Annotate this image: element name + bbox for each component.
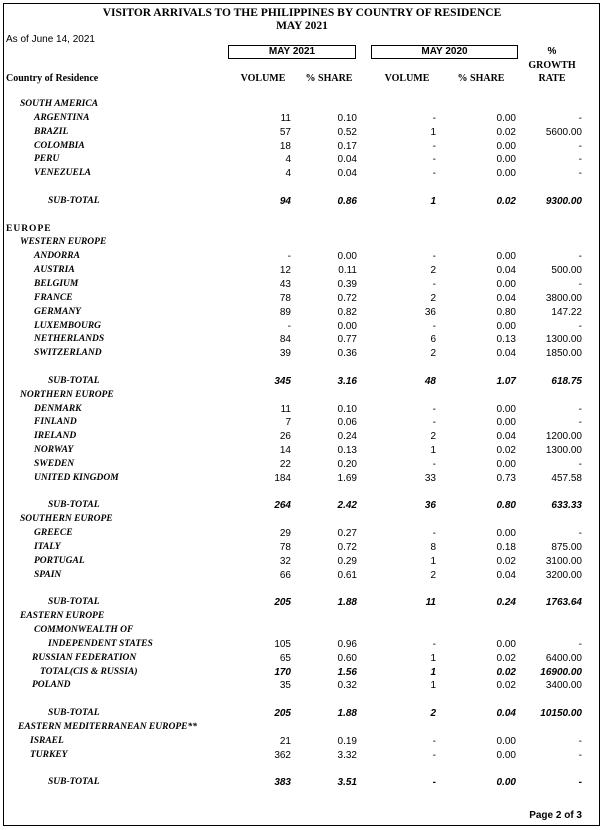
volume-2021-cell: 66 xyxy=(279,569,291,581)
growth-rate-cell: - xyxy=(578,403,582,415)
growth-rate-cell: 5600.00 xyxy=(545,126,582,138)
volume-2020-cell: - xyxy=(432,528,436,540)
period1-header: MAY 2021 xyxy=(228,45,356,59)
growth-rate-cell: 147.22 xyxy=(551,306,582,318)
growth-rate-cell: 3400.00 xyxy=(545,680,582,692)
volume-2020-cell: - xyxy=(432,777,436,789)
volume-2021-cell: 22 xyxy=(279,458,291,470)
row-label: SWITZERLAND xyxy=(34,348,102,359)
share-2021-cell: 1.88 xyxy=(337,708,357,720)
volume-2020-cell: 1 xyxy=(430,666,436,678)
share-2020-cell: 0.00 xyxy=(496,417,516,429)
volume-2020-cell: - xyxy=(432,278,436,290)
share-2020-cell: 0.04 xyxy=(496,265,516,277)
share-2020-header: % SHARE xyxy=(457,73,505,84)
growth-rate-cell: - xyxy=(578,278,582,290)
volume-2021-cell: 105 xyxy=(274,638,291,650)
volume-2021-cell: 18 xyxy=(279,140,291,152)
group-heading-row xyxy=(0,99,604,113)
share-2020-cell: 0.73 xyxy=(496,472,516,484)
spacer-row xyxy=(0,584,604,598)
period2-header: MAY 2020 xyxy=(371,45,518,59)
group-heading-row xyxy=(0,722,604,736)
row-label: LUXEMBOURG xyxy=(34,320,102,331)
volume-2020-cell: - xyxy=(432,749,436,761)
row-label: RUSSIAN FEDERATION xyxy=(32,652,137,663)
growth-rate-cell: 1300.00 xyxy=(545,445,582,457)
row-label: GREECE xyxy=(34,528,73,539)
row-label: UNITED KINGDOM xyxy=(34,472,119,483)
growth-rate-cell: 16900.00 xyxy=(540,666,582,678)
volume-2020-cell: 8 xyxy=(430,542,436,553)
subtotal-row xyxy=(0,777,604,791)
share-2021-cell: 0.77 xyxy=(337,334,357,346)
subtotal-row xyxy=(0,376,604,390)
share-2020-cell: 0.00 xyxy=(496,112,516,124)
growth-rate-cell: 1850.00 xyxy=(545,348,582,360)
share-2020-cell: 0.00 xyxy=(496,458,516,470)
volume-2020-cell: 1 xyxy=(430,195,436,207)
volume-2020-cell: - xyxy=(432,320,436,332)
share-2020-cell: 0.00 xyxy=(496,168,516,180)
row-label: VENEZUELA xyxy=(34,168,92,179)
group-heading-row xyxy=(0,224,604,238)
share-2021-cell: 0.00 xyxy=(337,251,357,263)
volume-2020-cell: 2 xyxy=(430,431,436,443)
growth-rate-cell: 1300.00 xyxy=(545,334,582,346)
share-2021-cell: 0.19 xyxy=(337,735,357,747)
volume-2020-cell: 2 xyxy=(430,265,436,277)
volume-2020-cell: - xyxy=(432,154,436,166)
share-2020-cell: 0.04 xyxy=(496,708,516,720)
table-row xyxy=(0,251,604,265)
group-heading-row xyxy=(0,237,604,251)
share-2020-cell: 0.00 xyxy=(496,735,516,747)
subtotal-row xyxy=(0,196,604,210)
volume-2020-cell: - xyxy=(432,638,436,650)
country-column-header: Country of Residence xyxy=(6,73,99,84)
share-2020-cell: 0.00 xyxy=(496,638,516,650)
share-2020-cell: 0.02 xyxy=(496,555,516,567)
volume-2020-cell: - xyxy=(432,112,436,124)
spacer-row xyxy=(0,764,604,778)
share-2021-cell: 0.06 xyxy=(337,417,357,429)
row-label: NORTHERN EUROPE xyxy=(20,389,114,400)
table-row xyxy=(0,542,604,556)
group-heading-row xyxy=(0,390,604,404)
spacer-row xyxy=(0,182,604,196)
volume-2020-header: VOLUME xyxy=(384,73,430,84)
share-2020-cell: 0.13 xyxy=(496,334,516,346)
row-label: NORWAY xyxy=(34,445,74,456)
share-2020-cell: 0.00 xyxy=(496,320,516,332)
share-2021-cell: 0.10 xyxy=(337,403,357,415)
share-2020-cell: 0.02 xyxy=(496,195,516,207)
table-row xyxy=(0,307,604,321)
volume-2020-cell: 48 xyxy=(424,375,436,387)
as-of-date: As of June 14, 2021 xyxy=(6,34,95,45)
subtotal-row xyxy=(0,597,604,611)
share-2021-cell: 2.42 xyxy=(337,500,357,512)
share-2020-cell: 0.00 xyxy=(496,251,516,263)
row-label: SUB-TOTAL xyxy=(48,500,100,511)
share-2020-cell: 0.04 xyxy=(496,348,516,360)
table-row xyxy=(0,334,604,348)
table-row xyxy=(0,750,604,764)
volume-2020-cell: - xyxy=(432,403,436,415)
row-label: FRANCE xyxy=(34,292,73,303)
row-label: PERU xyxy=(34,154,60,165)
share-2021-cell: 0.00 xyxy=(337,320,357,332)
volume-2021-cell: 11 xyxy=(280,112,291,124)
share-2021-cell: 0.72 xyxy=(337,292,357,304)
row-label: SUB-TOTAL xyxy=(48,708,100,719)
growth-rate-cell: 633.33 xyxy=(551,500,582,512)
row-label: BRAZIL xyxy=(34,126,69,137)
share-2021-cell: 0.27 xyxy=(337,528,357,540)
share-2020-cell: 0.80 xyxy=(496,500,516,512)
row-label: AUSTRIA xyxy=(34,265,75,276)
subtotal-row xyxy=(0,500,604,514)
table-row xyxy=(0,321,604,335)
volume-2020-cell: - xyxy=(432,417,436,429)
growth-pct-label: % xyxy=(547,46,557,57)
row-label: SUB-TOTAL xyxy=(48,375,100,386)
volume-2020-cell: - xyxy=(432,168,436,180)
growth-rate-cell: - xyxy=(578,140,582,152)
growth-rate-cell: - xyxy=(578,638,582,650)
growth-rate-cell: 1763.64 xyxy=(545,597,582,609)
volume-2020-cell: 6 xyxy=(430,334,436,346)
growth-rate-cell: - xyxy=(578,528,582,540)
volume-2020-cell: 1 xyxy=(430,652,436,664)
subtotal-row xyxy=(0,708,604,722)
volume-2021-cell: 264 xyxy=(274,500,291,512)
row-label: TOTAL(CIS & RUSSIA) xyxy=(40,666,138,677)
share-2021-cell: 0.04 xyxy=(337,168,357,180)
share-2021-cell: 3.32 xyxy=(337,749,357,761)
share-2021-cell: 3.16 xyxy=(337,375,357,387)
growth-rate-cell: 3800.00 xyxy=(545,292,582,304)
volume-2020-cell: 33 xyxy=(424,472,436,484)
volume-2020-cell: 36 xyxy=(424,500,436,512)
table-row xyxy=(0,570,604,584)
table-row xyxy=(0,653,604,667)
growth-rate-cell: 457.58 xyxy=(551,472,582,484)
share-2020-cell: 0.00 xyxy=(496,403,516,415)
table-row xyxy=(0,445,604,459)
share-2021-header: % SHARE xyxy=(305,73,353,84)
share-2021-cell: 3.51 xyxy=(337,777,357,789)
row-label: SWEDEN xyxy=(34,458,75,469)
share-2021-cell: 0.29 xyxy=(337,555,357,567)
row-label: ISRAEL xyxy=(30,735,64,746)
row-label: EASTERN EUROPE xyxy=(20,611,105,622)
page-number: Page 2 of 3 xyxy=(529,810,582,821)
share-2021-cell: 0.96 xyxy=(337,638,357,650)
row-label: INDEPENDENT STATES xyxy=(48,638,153,649)
growth-rate-cell: - xyxy=(578,154,582,166)
share-2021-cell: 0.20 xyxy=(337,458,357,470)
share-2020-cell: 0.04 xyxy=(496,569,516,581)
volume-2021-cell: 11 xyxy=(280,403,291,415)
growth-rate-cell: 618.75 xyxy=(551,375,582,387)
table-row xyxy=(0,473,604,487)
volume-2020-cell: 36 xyxy=(424,306,436,318)
spacer-row xyxy=(0,694,604,708)
spacer-row xyxy=(0,487,604,501)
row-label: GERMANY xyxy=(34,306,81,317)
growth-rate-cell: 10150.00 xyxy=(540,708,582,720)
growth-rate-cell: - xyxy=(578,168,582,180)
volume-2020-cell: 2 xyxy=(430,292,436,304)
group-heading-row xyxy=(0,625,604,639)
share-2021-cell: 1.88 xyxy=(337,597,357,609)
volume-2020-cell: 1 xyxy=(430,680,436,692)
volume-2020-cell: - xyxy=(432,251,436,263)
volume-2021-cell: 89 xyxy=(279,306,291,318)
rate-label: RATE xyxy=(538,73,566,84)
row-label: SOUTH AMERICA xyxy=(20,99,99,109)
row-label: SPAIN xyxy=(34,569,62,580)
volume-2021-cell: 43 xyxy=(279,278,291,290)
volume-2021-header: VOLUME xyxy=(240,73,286,84)
row-label: FINLAND xyxy=(34,417,77,428)
table-row xyxy=(0,528,604,542)
share-2020-cell: 0.04 xyxy=(496,431,516,443)
share-2020-cell: 0.00 xyxy=(496,154,516,166)
row-label: SOUTHERN EUROPE xyxy=(20,514,113,525)
table-row xyxy=(0,417,604,431)
share-2020-cell: 0.02 xyxy=(496,126,516,138)
share-2021-cell: 0.86 xyxy=(337,195,357,207)
share-2021-cell: 0.39 xyxy=(337,278,357,290)
table-row xyxy=(0,431,604,445)
table-row xyxy=(0,127,604,141)
volume-2021-cell: 84 xyxy=(279,334,291,346)
volume-2021-cell: 14 xyxy=(279,445,291,457)
volume-2021-cell: 26 xyxy=(279,431,291,443)
growth-rate-cell: 6400.00 xyxy=(545,652,582,664)
share-2020-cell: 0.02 xyxy=(496,680,516,692)
row-label: ARGENTINA xyxy=(34,112,90,123)
group-heading-row xyxy=(0,514,604,528)
row-label: SUB-TOTAL xyxy=(48,597,100,608)
share-2020-cell: 0.00 xyxy=(496,749,516,761)
data-table xyxy=(0,99,604,791)
share-2021-cell: 0.10 xyxy=(337,112,357,124)
share-2020-cell: 1.07 xyxy=(496,375,516,387)
share-2020-cell: 0.00 xyxy=(496,777,516,789)
table-row xyxy=(0,667,604,681)
share-2020-cell: 0.18 xyxy=(496,542,516,553)
volume-2021-cell: 78 xyxy=(279,292,291,304)
share-2021-cell: 0.11 xyxy=(338,265,357,277)
table-row xyxy=(0,265,604,279)
growth-rate-cell: 3200.00 xyxy=(545,569,582,581)
volume-2021-cell: 29 xyxy=(279,528,291,540)
volume-2020-cell: 2 xyxy=(430,569,436,581)
share-2020-cell: 0.00 xyxy=(496,140,516,152)
volume-2020-cell: - xyxy=(432,735,436,747)
volume-2021-cell: 205 xyxy=(274,708,291,720)
row-label: ANDORRA xyxy=(34,251,80,262)
table-row xyxy=(0,680,604,694)
table-row xyxy=(0,113,604,127)
table-row xyxy=(0,459,604,473)
share-2020-cell: 0.80 xyxy=(496,306,516,318)
volume-2020-cell: 1 xyxy=(430,555,436,567)
volume-2021-cell: 4 xyxy=(285,168,291,180)
table-row xyxy=(0,639,604,653)
share-2021-cell: 0.60 xyxy=(337,652,357,664)
report-title: VISITOR ARRIVALS TO THE PHILIPPINES BY COUNTRY OF RESIDENCE xyxy=(102,7,502,19)
row-label: EUROPE xyxy=(6,223,52,234)
row-label: SUB-TOTAL xyxy=(48,195,100,206)
volume-2021-cell: - xyxy=(287,251,291,263)
growth-label: GROWTH xyxy=(528,60,576,71)
growth-rate-cell: - xyxy=(578,458,582,470)
growth-rate-cell: 3100.00 xyxy=(545,555,582,567)
volume-2021-cell: 205 xyxy=(274,597,291,609)
volume-2021-cell: 21 xyxy=(279,735,291,747)
table-row xyxy=(0,141,604,155)
row-label: PORTUGAL xyxy=(34,555,85,566)
volume-2020-cell: 11 xyxy=(425,597,436,609)
table-row xyxy=(0,736,604,750)
share-2020-cell: 0.24 xyxy=(496,597,516,609)
share-2021-cell: 0.24 xyxy=(337,431,357,443)
growth-rate-cell: - xyxy=(578,749,582,761)
volume-2021-cell: 78 xyxy=(279,542,291,553)
share-2020-cell: 0.00 xyxy=(496,528,516,540)
growth-rate-cell: - xyxy=(578,112,582,124)
volume-2021-cell: 345 xyxy=(274,375,291,387)
share-2021-cell: 0.72 xyxy=(337,542,357,553)
share-2020-cell: 0.02 xyxy=(496,666,516,678)
row-label: SUB-TOTAL xyxy=(48,777,100,788)
share-2021-cell: 0.13 xyxy=(337,445,357,457)
share-2021-cell: 0.82 xyxy=(337,306,357,318)
volume-2020-cell: 1 xyxy=(430,126,436,138)
volume-2020-cell: 1 xyxy=(430,445,436,457)
volume-2021-cell: - xyxy=(287,320,291,332)
volume-2020-cell: - xyxy=(432,140,436,152)
volume-2021-cell: 12 xyxy=(279,265,291,277)
row-label: POLAND xyxy=(32,680,71,691)
volume-2021-cell: 35 xyxy=(279,680,291,692)
volume-2020-cell: - xyxy=(432,458,436,470)
growth-rate-cell: 1200.00 xyxy=(545,431,582,443)
growth-rate-cell: 500.00 xyxy=(551,265,582,277)
report-period: MAY 2021 xyxy=(276,20,328,32)
group-heading-row xyxy=(0,611,604,625)
volume-2021-cell: 94 xyxy=(279,195,291,207)
share-2021-cell: 1.56 xyxy=(337,666,357,678)
volume-2021-cell: 184 xyxy=(274,472,291,484)
spacer-row xyxy=(0,210,604,224)
share-2020-cell: 0.02 xyxy=(496,652,516,664)
volume-2021-cell: 57 xyxy=(279,126,291,138)
table-row xyxy=(0,279,604,293)
growth-rate-cell: - xyxy=(578,735,582,747)
volume-2021-cell: 65 xyxy=(279,652,291,664)
volume-2021-cell: 7 xyxy=(285,417,291,429)
growth-rate-cell: - xyxy=(578,251,582,263)
row-label: IRELAND xyxy=(34,431,77,442)
share-2020-cell: 0.02 xyxy=(496,445,516,457)
volume-2020-cell: 2 xyxy=(430,348,436,360)
growth-rate-cell: - xyxy=(578,777,582,789)
row-label: BELGIUM xyxy=(34,278,79,289)
volume-2021-cell: 4 xyxy=(285,154,291,166)
growth-rate-cell: 9300.00 xyxy=(545,195,582,207)
table-row xyxy=(0,154,604,168)
spacer-row xyxy=(0,362,604,376)
volume-2021-cell: 170 xyxy=(274,666,291,678)
table-row xyxy=(0,293,604,307)
share-2021-cell: 0.04 xyxy=(337,154,357,166)
growth-rate-cell: - xyxy=(578,320,582,332)
row-label: WESTERN EUROPE xyxy=(20,237,107,248)
share-2021-cell: 1.69 xyxy=(337,472,357,484)
volume-2021-cell: 32 xyxy=(279,555,291,567)
share-2021-cell: 0.17 xyxy=(337,140,357,152)
share-2020-cell: 0.00 xyxy=(496,278,516,290)
share-2021-cell: 0.61 xyxy=(337,569,357,581)
row-label: NETHERLANDS xyxy=(34,334,105,345)
volume-2021-cell: 383 xyxy=(274,777,291,789)
table-row xyxy=(0,556,604,570)
table-row xyxy=(0,404,604,418)
share-2021-cell: 0.36 xyxy=(337,348,357,360)
row-label: DENMARK xyxy=(34,403,82,414)
row-label: TURKEY xyxy=(30,749,68,760)
volume-2021-cell: 362 xyxy=(274,749,291,761)
share-2021-cell: 0.52 xyxy=(337,126,357,138)
row-label: ITALY xyxy=(34,542,61,552)
share-2021-cell: 0.32 xyxy=(337,680,357,692)
share-2020-cell: 0.04 xyxy=(496,292,516,304)
table-row xyxy=(0,168,604,182)
volume-2020-cell: 2 xyxy=(430,708,436,720)
growth-rate-cell: - xyxy=(578,417,582,429)
row-label: COMMONWEALTH OF xyxy=(34,625,134,636)
row-label: COLOMBIA xyxy=(34,140,85,151)
growth-rate-cell: 875.00 xyxy=(551,542,582,553)
row-label: EASTERN MEDITERRANEAN EUROPE** xyxy=(18,721,197,732)
volume-2021-cell: 39 xyxy=(279,348,291,360)
table-row xyxy=(0,348,604,362)
